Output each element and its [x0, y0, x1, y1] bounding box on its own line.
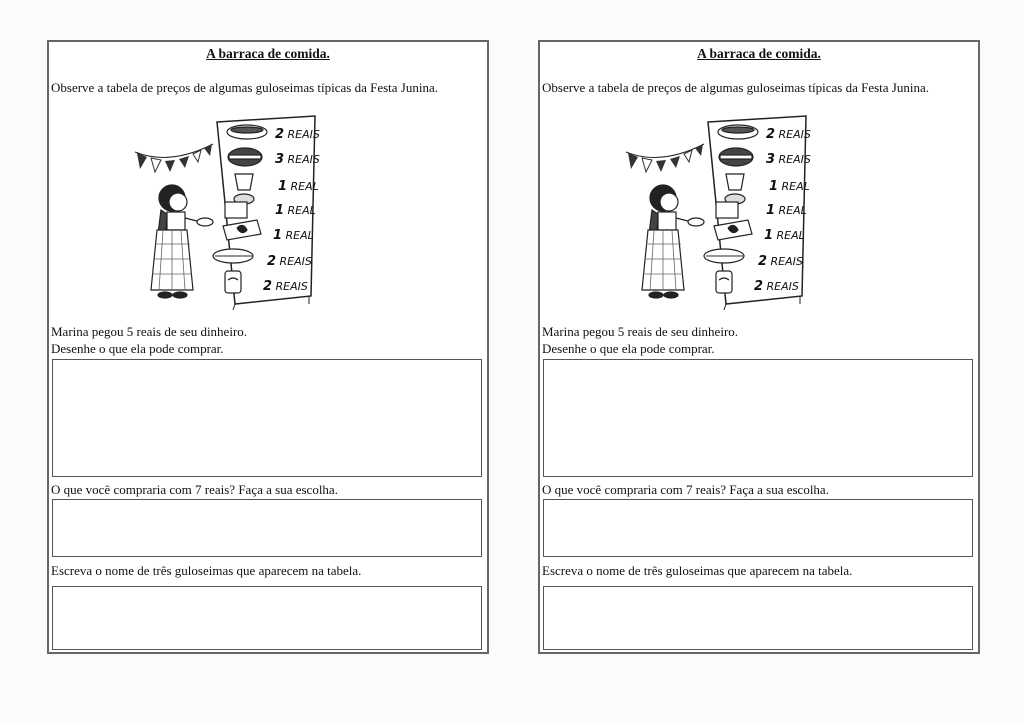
price-label: 3 REAIS: [275, 152, 320, 167]
price-label: 3 REAIS: [766, 152, 811, 167]
answer-box-2[interactable]: [52, 499, 482, 557]
price-label: 2 REAIS: [766, 127, 811, 142]
answer-box-3[interactable]: [52, 586, 482, 650]
question-1-line-2: Desenhe o que ela pode comprar.: [542, 341, 715, 356]
question-1-line-2: Desenhe o que ela pode comprar.: [51, 341, 224, 356]
food-stall-drawing: [125, 114, 325, 310]
intro-text: Observe a tabela de preços de algumas guloseimas típicas da Festa Junina.: [51, 80, 438, 95]
price-label: 1 REAL: [764, 228, 805, 243]
price-label: 1 REAL: [275, 203, 316, 218]
question-2: O que você compraria com 7 reais? Faça a sua escolha.: [542, 482, 829, 497]
food-stall-illustration: [616, 114, 816, 310]
price-label: 2 REAIS: [275, 127, 320, 142]
question-3: Escreva o nome de três guloseimas que aparecem na tabela.: [542, 563, 853, 578]
price-label: 2 REAIS: [754, 279, 799, 294]
girl-character-icon: [642, 185, 704, 298]
bunting-flags-icon: [137, 144, 212, 172]
price-label: 2 REAIS: [758, 254, 803, 269]
bunting-flags-icon: [628, 144, 703, 172]
price-label: 1 REAL: [278, 179, 319, 194]
price-label: 2 REAIS: [263, 279, 308, 294]
price-label: 1 REAL: [273, 228, 314, 243]
price-label: 2 REAIS: [267, 254, 312, 269]
food-stall-drawing: [616, 114, 816, 310]
question-1-line-1: Marina pegou 5 reais de seu dinheiro.: [51, 324, 248, 339]
worksheet-left: [47, 40, 489, 654]
answer-box-1[interactable]: [543, 359, 973, 477]
intro-text: Observe a tabela de preços de algumas guloseimas típicas da Festa Junina.: [542, 80, 929, 95]
answer-box-2[interactable]: [543, 499, 973, 557]
answer-box-3[interactable]: [543, 586, 973, 650]
question-2: O que você compraria com 7 reais? Faça a sua escolha.: [51, 482, 338, 497]
worksheet-title: A barraca de comida.: [697, 46, 821, 61]
food-stall-illustration: [125, 114, 325, 310]
answer-box-1[interactable]: [52, 359, 482, 477]
girl-character-icon: [151, 185, 213, 298]
question-1-line-1: Marina pegou 5 reais de seu dinheiro.: [542, 324, 739, 339]
question-3: Escreva o nome de três guloseimas que aparecem na tabela.: [51, 563, 362, 578]
price-label: 1 REAL: [769, 179, 810, 194]
worksheet-right: [538, 40, 980, 654]
price-label: 1 REAL: [766, 203, 807, 218]
worksheet-title: A barraca de comida.: [206, 46, 330, 61]
